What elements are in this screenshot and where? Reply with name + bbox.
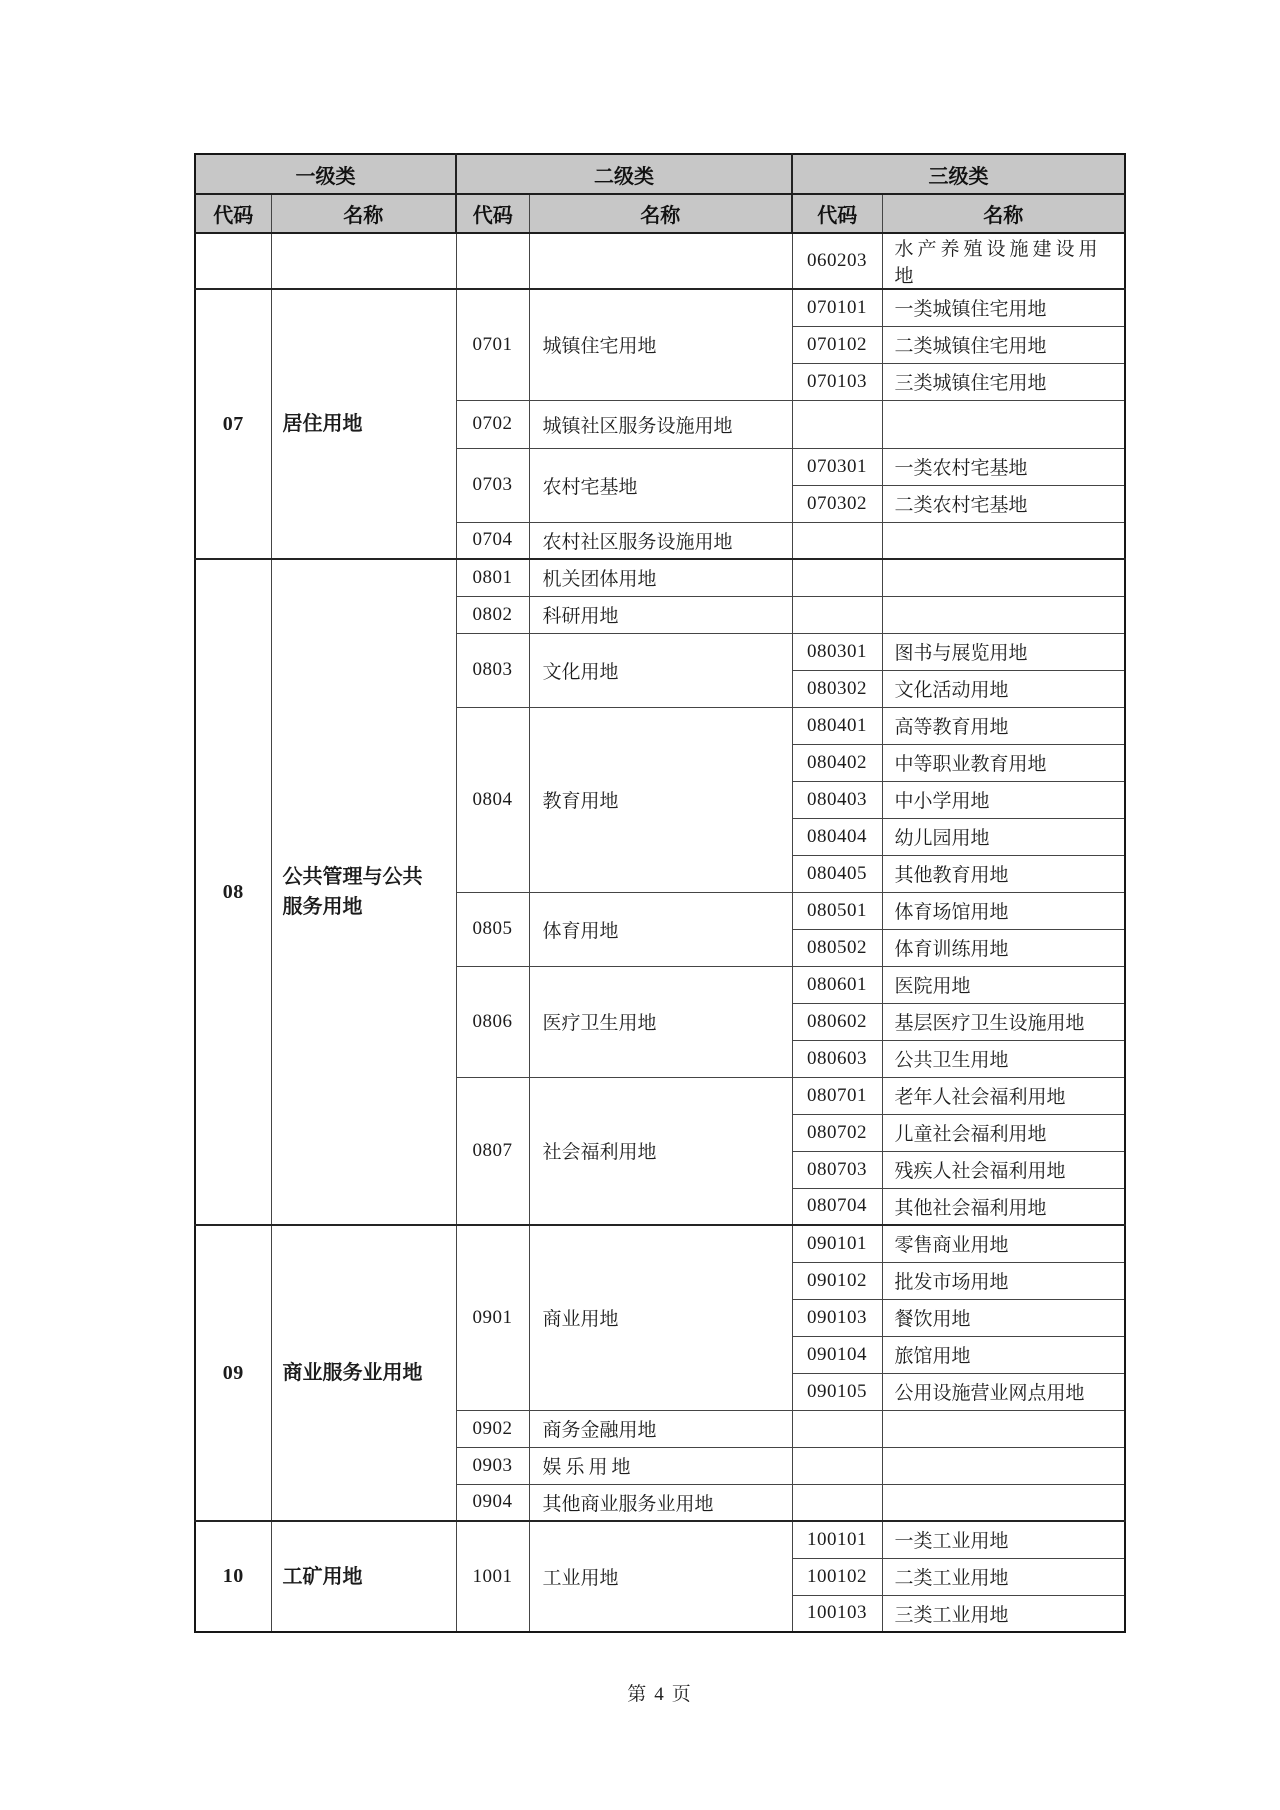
- header-group-row: [195, 154, 1125, 194]
- cell-l3-code: 090103: [792, 1299, 882, 1336]
- cell-l3-name: 基层医疗卫生设施用地: [882, 1003, 1125, 1040]
- table-row: [195, 559, 1125, 596]
- footer-prefix: 第: [627, 1684, 647, 1705]
- cell-l2-code: 0902: [456, 1410, 529, 1447]
- subheader-name-l3: 名称: [882, 194, 1125, 233]
- cell-l2-name: 工业用地: [529, 1521, 792, 1632]
- cell-l2-code: 0802: [456, 596, 529, 633]
- table-row: [195, 1225, 1125, 1262]
- cell-l1-code: 07: [195, 289, 271, 559]
- cell-l2-name: 商务金融用地: [529, 1410, 792, 1447]
- cell-l2-name: 娱乐用地: [529, 1447, 792, 1484]
- cell-l3-name: 二类城镇住宅用地: [882, 326, 1125, 363]
- cell-l2-code: 0803: [456, 633, 529, 707]
- page-number: 4: [654, 1684, 664, 1705]
- subheader-name-l1: 名称: [271, 194, 456, 233]
- cell-l3-name: 批发市场用地: [882, 1262, 1125, 1299]
- cell-l1-code: 08: [195, 559, 271, 1225]
- cell-l2-name: 社会福利用地: [529, 1077, 792, 1225]
- cell-l3-name: 一类农村宅基地: [882, 448, 1125, 485]
- cell-l1-name: 居住用地: [271, 289, 456, 559]
- cell-l2-name: 城镇住宅用地: [529, 289, 792, 400]
- page-footer: [194, 1679, 1124, 1706]
- cell-l3-name: 一类城镇住宅用地: [882, 289, 1125, 326]
- cell-l2-name: 机关团体用地: [529, 559, 792, 596]
- cell-l3-name: 其他教育用地: [882, 855, 1125, 892]
- cell-l3-code: 070101: [792, 289, 882, 326]
- cell-l3-name: 公共卫生用地: [882, 1040, 1125, 1077]
- cell-l2-name: 教育用地: [529, 707, 792, 892]
- cell-l3-name: [882, 1410, 1125, 1447]
- cell-l3-name: 体育训练用地: [882, 929, 1125, 966]
- cell-l3-name: 零售商业用地: [882, 1225, 1125, 1262]
- cell-l3-name: 中等职业教育用地: [882, 744, 1125, 781]
- cell-l2-name: 科研用地: [529, 596, 792, 633]
- cell-l3-code: 080502: [792, 929, 882, 966]
- cell-l2-name: 商业用地: [529, 1225, 792, 1410]
- table-row: [195, 233, 1125, 289]
- cell-l2-name: 医疗卫生用地: [529, 966, 792, 1077]
- header-level2: 二级类: [456, 154, 792, 194]
- cell-l3-name: [882, 400, 1125, 448]
- cell-l3-code: 080601: [792, 966, 882, 1003]
- cell-l3-code: 070103: [792, 363, 882, 400]
- cell-l3-code: 090105: [792, 1373, 882, 1410]
- cell-l3-name: 幼儿园用地: [882, 818, 1125, 855]
- cell-l3-code: 080403: [792, 781, 882, 818]
- cell-l2-code: 0801: [456, 559, 529, 596]
- cell-l2-code: 0903: [456, 1447, 529, 1484]
- cell-l2-code: 0901: [456, 1225, 529, 1410]
- cell-l1-name: 商业服务业用地: [271, 1225, 456, 1521]
- cell-l3-code: 080404: [792, 818, 882, 855]
- cell-l2-name: 农村社区服务设施用地: [529, 522, 792, 559]
- cell-l3-code: 080501: [792, 892, 882, 929]
- cell-l3-name: 中小学用地: [882, 781, 1125, 818]
- subheader-name-l2: 名称: [529, 194, 792, 233]
- cell-l3-name: [882, 559, 1125, 596]
- cell-l3-name: 高等教育用地: [882, 707, 1125, 744]
- cell-l3-name: [882, 1447, 1125, 1484]
- cell-l2-code: 0704: [456, 522, 529, 559]
- cell-l3-code: 080302: [792, 670, 882, 707]
- cell-l3-name: 二类工业用地: [882, 1558, 1125, 1595]
- cell-l1-code: [195, 233, 271, 289]
- cell-l2-name: 文化用地: [529, 633, 792, 707]
- cell-l3-code: 080602: [792, 1003, 882, 1040]
- cell-l2-name: 其他商业服务业用地: [529, 1484, 792, 1521]
- cell-l3-name: 三类工业用地: [882, 1595, 1125, 1632]
- cell-l3-code: 070301: [792, 448, 882, 485]
- cell-l3-name: 文化活动用地: [882, 670, 1125, 707]
- cell-l3-code: 100103: [792, 1595, 882, 1632]
- cell-l3-name: 餐饮用地: [882, 1299, 1125, 1336]
- cell-l3-code: 090102: [792, 1262, 882, 1299]
- cell-l3-code: 070102: [792, 326, 882, 363]
- subheader-code-l1: 代码: [195, 194, 271, 233]
- cell-l2-name: [529, 233, 792, 289]
- cell-l3-code: 090104: [792, 1336, 882, 1373]
- cell-l3-code: 100101: [792, 1521, 882, 1558]
- table-row: [195, 1521, 1125, 1558]
- cell-l2-code: 1001: [456, 1521, 529, 1632]
- table-body: [195, 233, 1125, 1632]
- cell-l3-name: 医院用地: [882, 966, 1125, 1003]
- cell-l3-code: [792, 1447, 882, 1484]
- cell-l3-name: [882, 1484, 1125, 1521]
- cell-l3-code: 080704: [792, 1188, 882, 1225]
- cell-l2-code: 0703: [456, 448, 529, 522]
- cell-l3-name: 残疾人社会福利用地: [882, 1151, 1125, 1188]
- cell-l2-code: [456, 233, 529, 289]
- cell-l3-name: 旅馆用地: [882, 1336, 1125, 1373]
- cell-l3-code: 070302: [792, 485, 882, 522]
- subheader-code-l2: 代码: [456, 194, 529, 233]
- cell-l3-code: 080702: [792, 1114, 882, 1151]
- cell-l2-code: 0701: [456, 289, 529, 400]
- cell-l1-name: 公共管理与公共服务用地: [271, 559, 456, 1225]
- table-row: [195, 289, 1125, 326]
- cell-l2-code: 0807: [456, 1077, 529, 1225]
- cell-l3-name: 老年人社会福利用地: [882, 1077, 1125, 1114]
- cell-l3-name: [882, 596, 1125, 633]
- cell-l2-code: 0805: [456, 892, 529, 966]
- cell-l1-name: 工矿用地: [271, 1521, 456, 1632]
- cell-l3-name: 一类工业用地: [882, 1521, 1125, 1558]
- cell-l3-code: [792, 1410, 882, 1447]
- header-level3: 三级类: [792, 154, 1125, 194]
- cell-l3-code: [792, 1484, 882, 1521]
- cell-l1-code: 09: [195, 1225, 271, 1521]
- cell-l3-name: [882, 522, 1125, 559]
- cell-l1-name: [271, 233, 456, 289]
- cell-l3-code: 080402: [792, 744, 882, 781]
- footer-suffix: 页: [671, 1684, 691, 1705]
- cell-l3-code: 100102: [792, 1558, 882, 1595]
- cell-l3-name: 体育场馆用地: [882, 892, 1125, 929]
- cell-l2-name: 城镇社区服务设施用地: [529, 400, 792, 448]
- cell-l3-code: 060203: [792, 233, 882, 289]
- cell-l3-name: 三类城镇住宅用地: [882, 363, 1125, 400]
- cell-l3-code: 080603: [792, 1040, 882, 1077]
- cell-l2-code: 0904: [456, 1484, 529, 1521]
- cell-l3-name: 图书与展览用地: [882, 633, 1125, 670]
- table-header: [195, 154, 1125, 233]
- cell-l3-code: [792, 596, 882, 633]
- cell-l3-name: 水产养殖设施建设用地: [882, 233, 1125, 289]
- cell-l3-code: 080301: [792, 633, 882, 670]
- header-level1: 一级类: [195, 154, 456, 194]
- cell-l3-code: [792, 400, 882, 448]
- cell-l2-code: 0702: [456, 400, 529, 448]
- cell-l3-code: [792, 559, 882, 596]
- subheader-code-l3: 代码: [792, 194, 882, 233]
- cell-l3-name: 二类农村宅基地: [882, 485, 1125, 522]
- cell-l3-name: 其他社会福利用地: [882, 1188, 1125, 1225]
- cell-l2-code: 0806: [456, 966, 529, 1077]
- cell-l3-code: 080703: [792, 1151, 882, 1188]
- cell-l3-name: 儿童社会福利用地: [882, 1114, 1125, 1151]
- land-use-classification-table: [194, 153, 1126, 1633]
- cell-l2-name: 体育用地: [529, 892, 792, 966]
- cell-l3-code: [792, 522, 882, 559]
- cell-l3-name: 公用设施营业网点用地: [882, 1373, 1125, 1410]
- cell-l3-code: 080701: [792, 1077, 882, 1114]
- cell-l3-code: 080401: [792, 707, 882, 744]
- header-subrow: [195, 194, 1125, 233]
- cell-l2-name: 农村宅基地: [529, 448, 792, 522]
- cell-l1-code: 10: [195, 1521, 271, 1632]
- cell-l3-code: 080405: [792, 855, 882, 892]
- cell-l2-code: 0804: [456, 707, 529, 892]
- cell-l3-code: 090101: [792, 1225, 882, 1262]
